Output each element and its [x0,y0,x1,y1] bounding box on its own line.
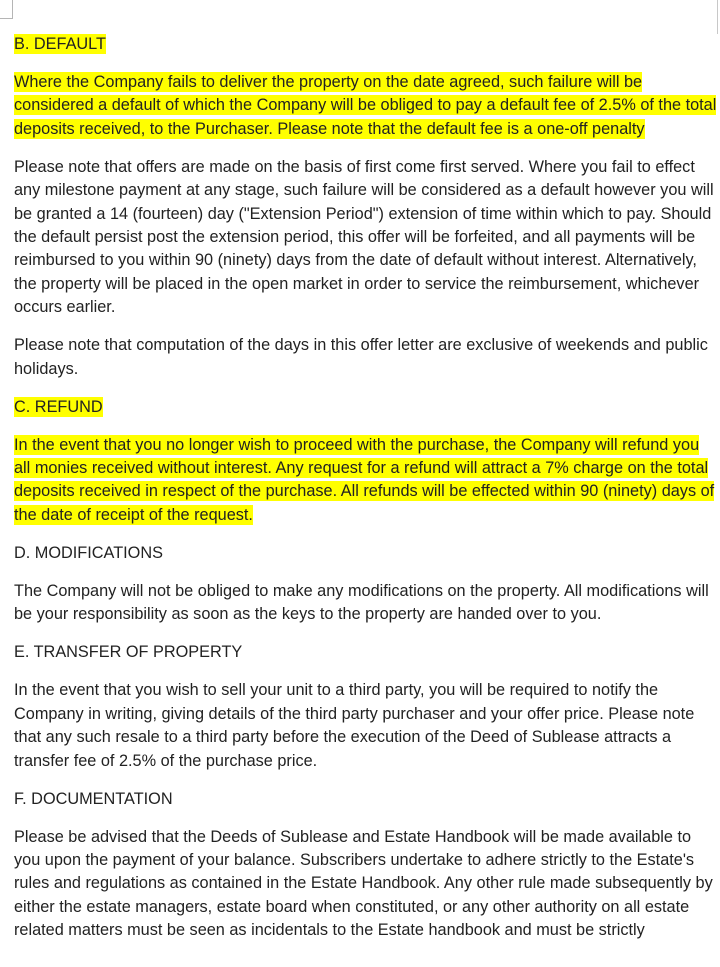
paragraph: Please be advised that the Deeds of Sublease and Estate Handbook will be made available to you upon the payment of your balance. Subscribers undertake to adhere strictly to the Estate's rules and regulations as contained in the Estate Handbook. Any other rule made subsequently by either the estate managers, estate board when constituted, or any other authority on all estate related matters must be seen as incidentals to the Estate handbook and must be strictly [14,827,713,940]
section-refund [14,396,718,528]
document-page [14,33,718,957]
heading-text: C. REFUND [14,397,103,416]
section-heading [14,396,718,419]
page-corner-mark [0,0,13,19]
heading-text: B. DEFAULT [14,35,106,53]
section-default [14,33,718,381]
paragraph [14,434,718,528]
section-transfer-of-property [14,641,718,773]
section-heading: D. MODIFICATIONS [14,543,163,562]
section-documentation [14,788,718,943]
paragraph: Please note that computation of the days in this offer letter are exclusive of weekends and public holidays. [14,336,708,378]
section-modifications [14,542,718,627]
paragraph [14,71,718,141]
paragraph-text: In the event that you no longer wish to proceed with the purchase, the Company will refund you all monies received without interest. Any request for a refund will attract a 7% charge on the total deposits received in respect of the purchase. All refunds will be effected within 90 (ninety) days of the date of receipt of the request. [14,435,715,524]
section-heading: F. DOCUMENTATION [14,789,173,808]
page-edge-line [717,0,718,34]
section-heading [14,33,718,56]
paragraph: Please note that offers are made on the basis of first come first served. Where you fail to effect any milestone payment at any stage, such failure will be considered as a default however you will be granted a 14 (fourteen) day ("Extension Period") extension of time within which to pay. Should the default persist post the extension period, this offer will be forfeited, and all payments will be reimbursed to you within 90 (ninety) days from the date of default without interest. Alternatively, the property will be placed in the open market in order to service the reimbursement, whichever occurs earlier. [14,157,714,317]
paragraph: The Company will not be obliged to make any modifications on the property. All modifications will be your responsibility as soon as the keys to the property are handed over to you. [14,581,709,624]
paragraph: In the event that you wish to sell your unit to a third party, you will be required to notify the Company in writing, giving details of the third party purchaser and your offer price. Please note that any such resale to a third party before the execution of the Deed of Sublease attracts a transfer fee of 2.5% of the purchase price. [14,681,695,770]
section-heading: E. TRANSFER OF PROPERTY [14,643,243,662]
paragraph-text: Where the Company fails to deliver the property on the date agreed, such failure will be considered a default of which the Company will be obliged to pay a default fee of 2.5% of the total deposits received, to the Purchaser. Please note that the default fee is a one-off penalty [14,73,717,138]
